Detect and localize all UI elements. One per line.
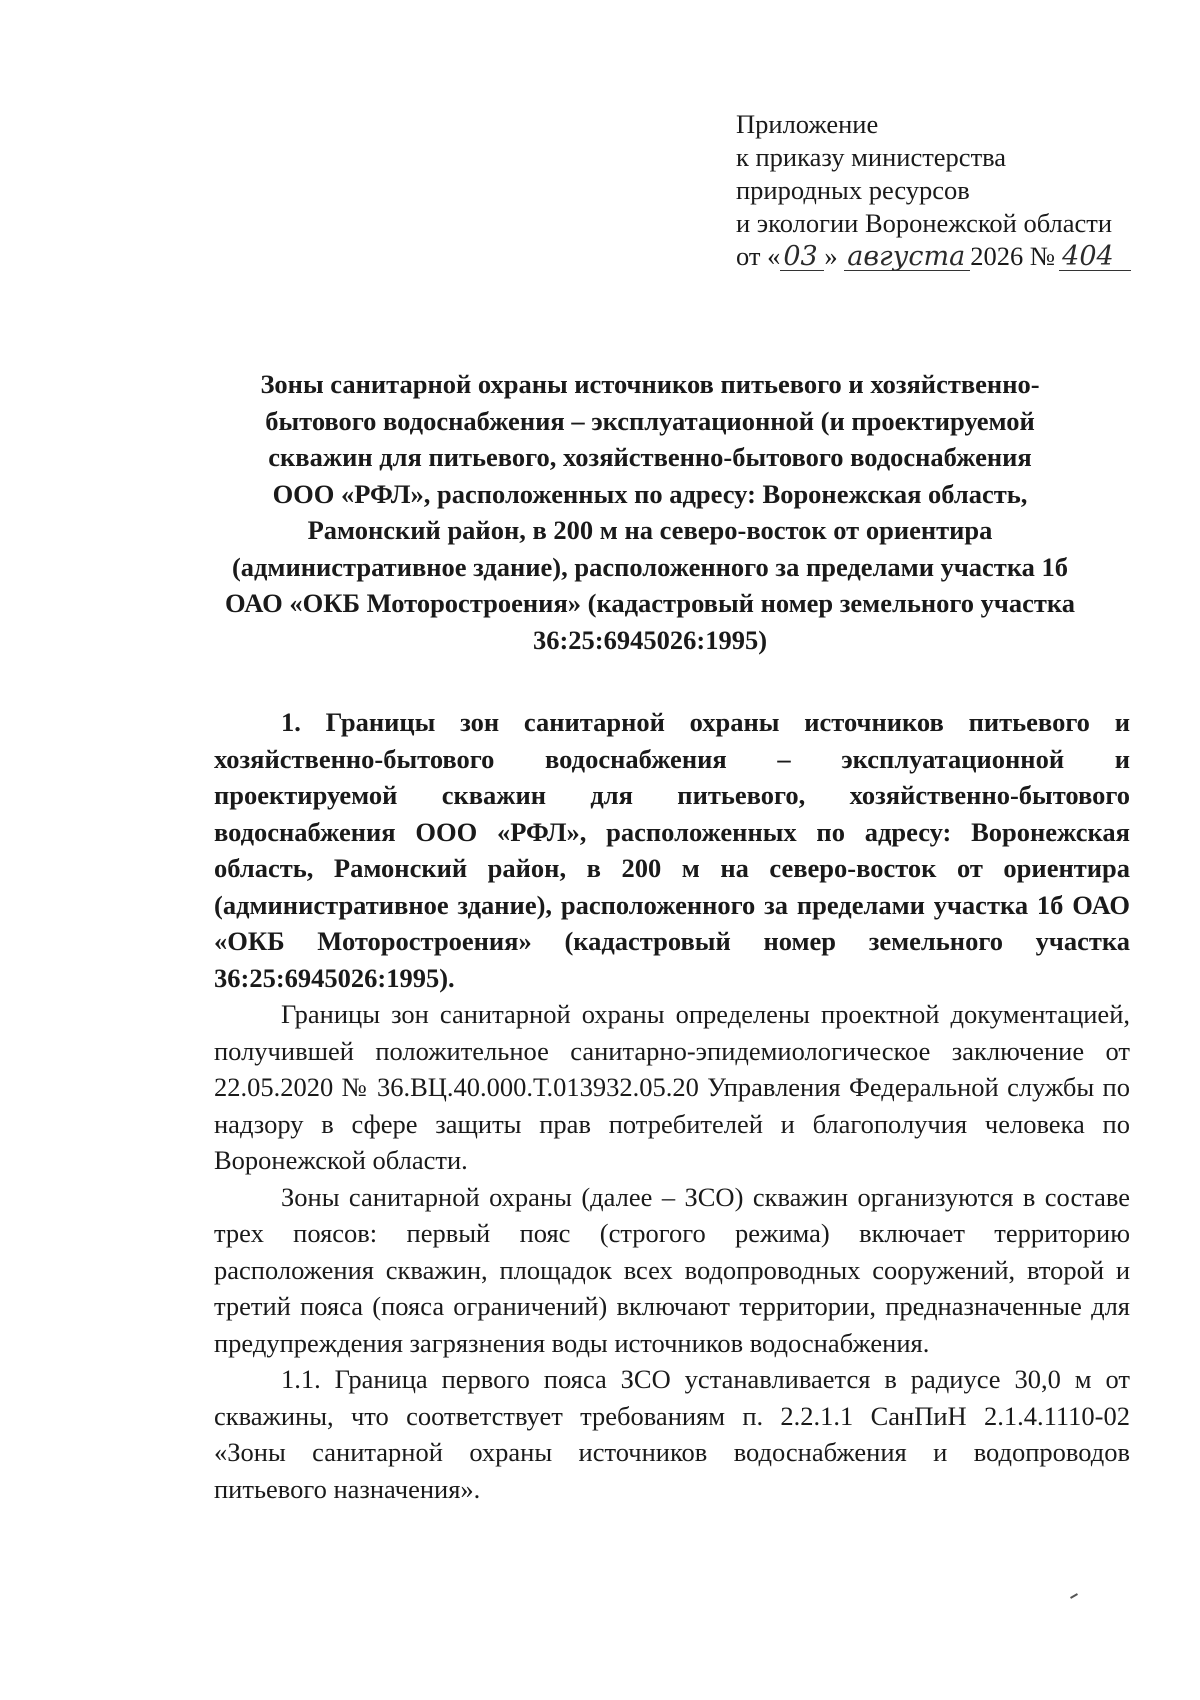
date-mid: » bbox=[824, 241, 838, 271]
appendix-line-3: природных ресурсов bbox=[736, 175, 970, 205]
title-line: (административное здание), расположенного за пределами участка 1б bbox=[231, 551, 1069, 582]
year-and-number-label: 2026 № bbox=[970, 241, 1056, 271]
appendix-line-2: к приказу министерства bbox=[736, 142, 1007, 172]
title-line: бытового водоснабжения – эксплуатационной (и проектируемой bbox=[265, 405, 1035, 436]
scan-mark bbox=[1070, 1593, 1078, 1599]
handwritten-month: августа bbox=[844, 244, 970, 271]
section-1-heading: 1. Границы зон санитарной охраны источников питьевого и хозяйственно-бытового водоснабжения – эксплуатационной и проектируемой скважин для питьевого, хозяйственно-бытового водоснабжения ООО «РФЛ», расположенных по адресу: Воронежская область, Рамонский район, в 200 м на северо-восток от ориентира (административное здание), расположенного за пределами участка 1б ОАО «ОКБ Моторостроения» (кадастровый номер земельного участка 36:25:6945026:1995). bbox=[214, 707, 1130, 993]
paragraph-zso-belts: Зоны санитарной охраны (далее – ЗСО) скважин организуются в составе трех поясов: первый пояс (строгого режима) включает территорию расположения скважин, площадок всех водопроводных сооружений, второй и третий пояса (пояса ограничений) включают территории, предназначенные для предупреждения загрязнения воды источников водоснабжения. bbox=[214, 1181, 1130, 1358]
title-line: ООО «РФЛ», расположенных по адресу: Воронежская область, bbox=[272, 478, 1028, 509]
title-line: Рамонский район, в 200 м на северо-восток от ориентира bbox=[307, 515, 993, 545]
title-line: 36:25:6945026:1995) bbox=[532, 624, 768, 655]
handwritten-day: 03 bbox=[780, 244, 824, 271]
paragraph-first-belt: 1.1. Граница первого пояса ЗСО устанавливается в радиусе 30,0 м от скважины, что соответствует требованиям п. 2.2.1.1 СанПиН 2.1.4.1110-02 «Зоны санитарной охраны источников водоснабжения и водопроводов питьевого назначения». bbox=[214, 1364, 1130, 1504]
title-line: скважин для питьевого, хозяйственно-бытового водоснабжения bbox=[268, 442, 1032, 472]
appendix-line-4: и экологии Воронежской области bbox=[736, 208, 1113, 238]
title-line: ОАО «ОКБ Моторостроения» (кадастровый номер земельного участка bbox=[225, 588, 1075, 618]
appendix-header bbox=[736, 108, 1176, 273]
appendix-line-1: Приложение bbox=[736, 109, 879, 139]
date-prefix: от « bbox=[736, 241, 781, 271]
document-title bbox=[200, 366, 1100, 658]
title-line: Зоны санитарной охраны источников питьевого и хозяйственно- bbox=[260, 369, 1040, 399]
document-body bbox=[214, 704, 1130, 1507]
appendix-date-line bbox=[736, 240, 1176, 273]
handwritten-order-number: 404 bbox=[1059, 244, 1131, 271]
paragraph-boundaries: Границы зон санитарной охраны определены проектной документацией, получившей положительное санитарно-эпидемиологическое заключение от 22.05.2020 № 36.ВЦ.40.000.Т.013932.05.20 Управления Федеральной службы по надзору в сфере защиты прав потребителей и благополучия человека по Воронежской области. bbox=[214, 999, 1130, 1175]
